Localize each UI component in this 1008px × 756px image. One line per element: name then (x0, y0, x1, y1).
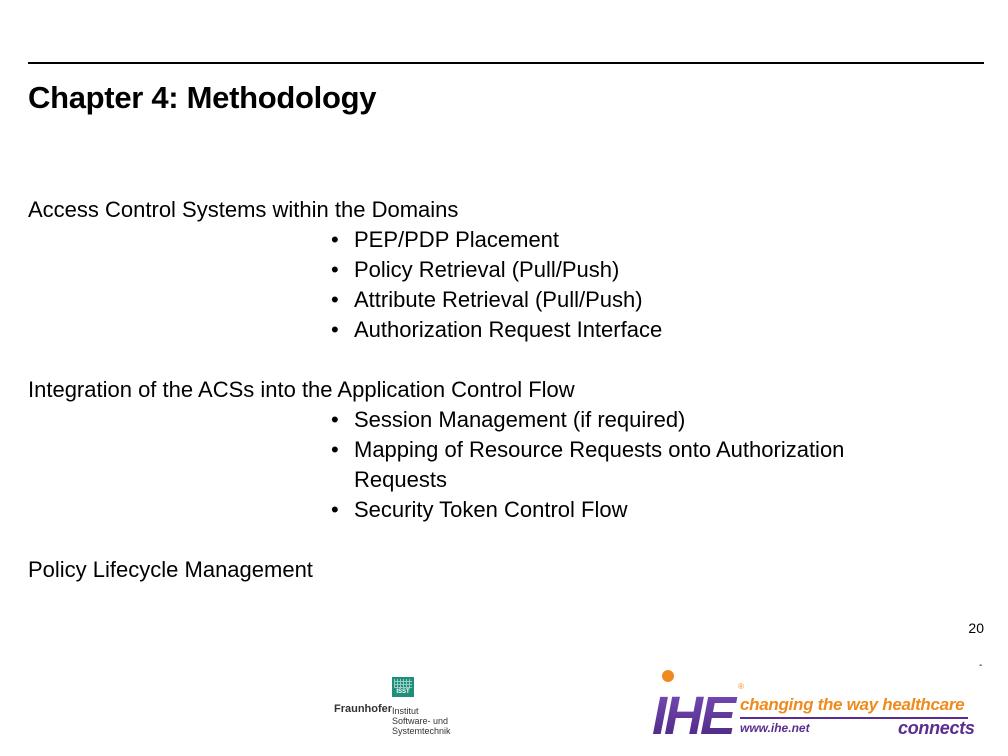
institute-name (392, 706, 451, 736)
list-item (328, 495, 924, 525)
section-heading: Access Control Systems within the Domains (28, 197, 459, 222)
isst-badge-icon (392, 677, 414, 697)
list-item-text: Authorization Request Interface (354, 317, 663, 342)
bullet-list (28, 405, 978, 525)
bullet-dot: • (331, 227, 339, 252)
ihe-tagline: changing the way healthcare (740, 695, 965, 714)
list-item (328, 225, 924, 255)
list-item (328, 315, 924, 345)
registered-mark: ® (738, 682, 744, 691)
list-item-text: Attribute Retrieval (Pull/Push) (354, 287, 643, 312)
section-integration (28, 375, 978, 525)
list-item (328, 285, 924, 315)
ihe-connects: connects (898, 718, 975, 738)
slide-content (28, 195, 978, 615)
bullet-dot: • (331, 257, 339, 282)
ihe-mark-icon (650, 668, 746, 738)
fraunhofer-name: Fraunhofer (334, 703, 393, 715)
section-heading: Integration of the ACSs into the Application Control Flow (28, 377, 575, 402)
fraunhofer-logo (334, 677, 464, 739)
isst-badge-text: ISST (396, 689, 410, 695)
ihe-mark-text: IHE (652, 686, 734, 738)
page-number: 20 (968, 620, 984, 636)
bullet-list (28, 225, 978, 345)
list-item (328, 435, 924, 495)
section-policy-lifecycle (28, 555, 978, 585)
list-item-text: Policy Retrieval (Pull/Push) (354, 257, 620, 282)
list-item-text: Security Token Control Flow (354, 497, 628, 522)
bullet-dot: • (331, 287, 339, 312)
section-access-control (28, 195, 978, 345)
list-item-text: PEP/PDP Placement (354, 227, 560, 252)
bullet-dot: • (331, 317, 339, 342)
title-rule (28, 62, 984, 64)
section-heading: Policy Lifecycle Management (28, 557, 313, 582)
list-item-text: Mapping of Resource Requests onto Authorization Requests (354, 437, 845, 492)
bullet-dot: • (331, 497, 339, 522)
institute-line: Systemtechnik (392, 726, 451, 736)
institute-line: Software- und (392, 716, 449, 726)
bullet-dot: • (331, 437, 339, 462)
ihe-logo (650, 668, 980, 740)
corner-mark: - (979, 660, 983, 671)
list-item (328, 255, 924, 285)
ihe-url: www.ihe.net (740, 721, 810, 735)
bullet-dot: • (331, 407, 339, 432)
list-item-text: Session Management (if required) (354, 407, 686, 432)
slide-title: Chapter 4: Methodology (28, 80, 377, 115)
list-item (328, 405, 924, 435)
institute-line: Institut (392, 706, 419, 716)
